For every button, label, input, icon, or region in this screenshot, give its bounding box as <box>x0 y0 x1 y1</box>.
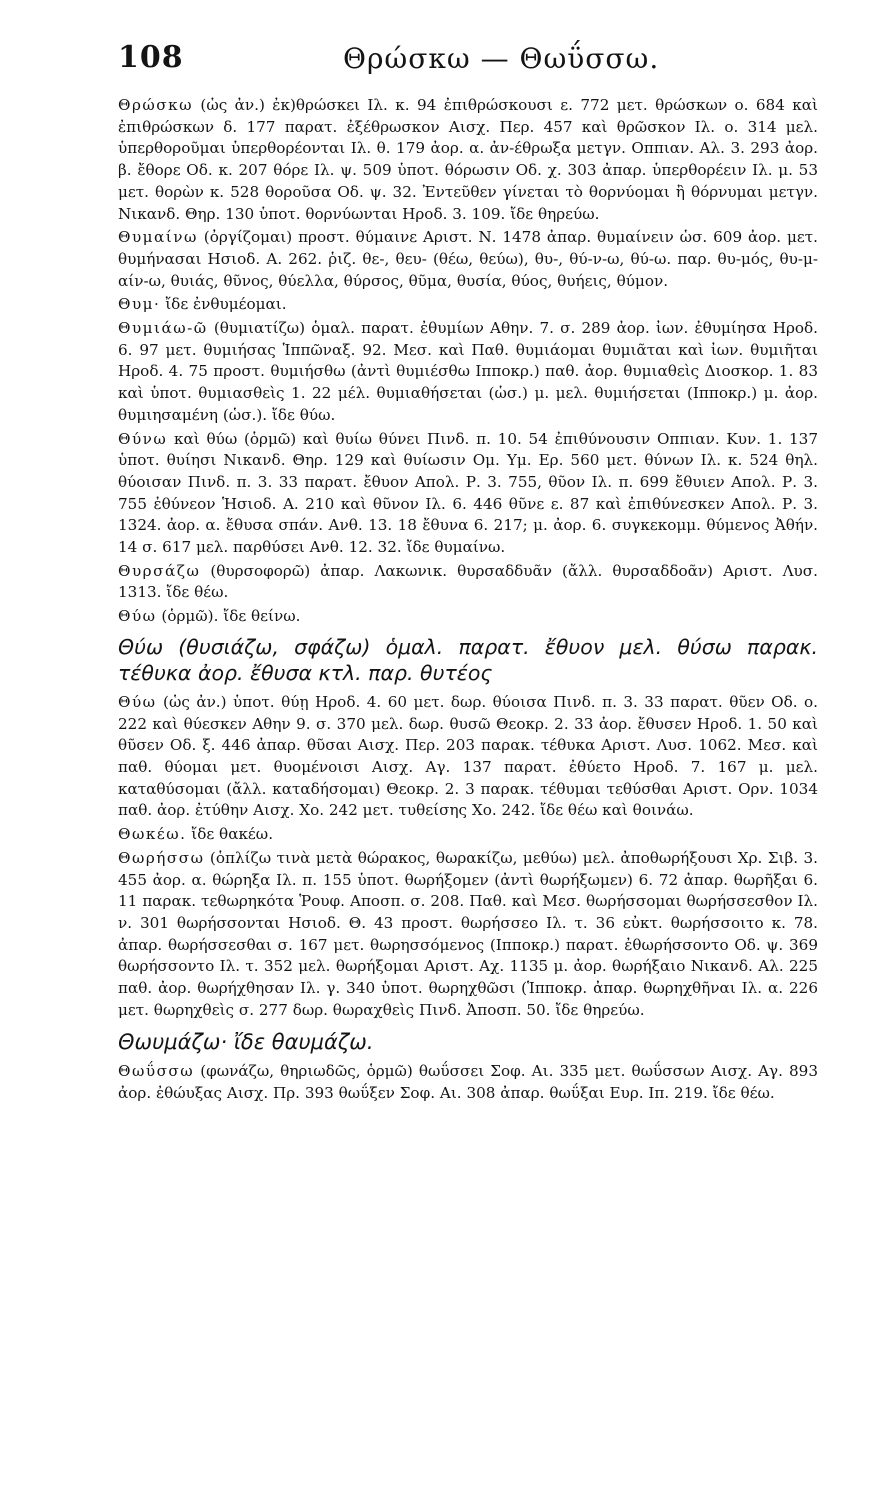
entry-headword: Θωΰσσω <box>118 1062 195 1081</box>
entry-headword: Θωρήσσω <box>118 848 205 867</box>
entry-headword: Θύνω <box>118 429 168 448</box>
entry-thyno <box>118 429 818 559</box>
page-number: 108 <box>118 40 184 75</box>
entry-text: (ὁπλίζω τινὰ μετὰ θώρακος, θωρακίζω, μεθύω) μελ. ἀποθωρήξουσι Χρ. Σιβ. 3. 455 ἀορ. α. θώρηξα Ιλ. π. 155 ὑποτ. θωρήξομεν (ἀντὶ θωρήξωμεν) 6. 72 ἀπαρ. θωρῆξαι 6. 11 παρακ. τεθωρηκότα Ῥουφ. Αποσπ. σ. 208. Παθ. καὶ Μεσ. θωρήσσομαι θωρήσσεσθον Ιλ. ν. 301 θωρήσσονται Ησιοδ. Θ. 43 προστ. θωρήσσεο Ιλ. τ. 36 εὐκτ. θωρήσσοιτο κ. 78. ἀπαρ. θωρήσσεσθαι σ. 167 μετ. θωρησσόμενος (Ιπποκρ.) παρατ. ἐθωρήσσοντο Οδ. ψ. 369 θωρήσσοντο Ιλ. τ. 352 μελ. θωρήξομαι Αριστ. Αχ. 1135 μ. ἀορ. θωρήξαιο Νικανδ. Αλ. 225 παθ. ἀορ. θωρήχθησαν Ιλ. γ. 340 ὑποτ. θωρηχθῶσι (Ἱπποκρ. ἀπαρ. θωρηχθῆναι Ιλ. α. 226 μετ. θωρηχθεὶς σ. 277 δωρ. θωραχθεὶς Πινδ. Ἀποσπ. 50. ἴδε θηρεύω. <box>118 848 818 1019</box>
entry-text: (θυμιατίζω) ὁμαλ. παρατ. ἐθυμίων Αθην. 7. σ. 289 ἀορ. ἰων. ἐθυμίησα Ηροδ. 6. 97 μετ. θυμιήσας Ἱππῶναξ. 92. Μεσ. καὶ Παθ. θυμιάομαι θυμιᾶται καὶ ἰων. θυμιῆται Ηροδ. 4. 75 προστ. θυμιήσθω (ἀντὶ θυμιέσθω Ιπποκρ.) παθ. ἀορ. θυμιαθεὶς Διοσκορ. 1. 83 καὶ ὑποτ. θυμιασθεὶς 1. 22 μέλ. θυμιαθήσεται (ὡσ.) μ. μελ. θυμιήσεται (Ιπποκρ.) μ. ἀορ. θυμιησαμένη (ὡσ.). ἴδε θύω. <box>118 319 818 424</box>
entry-thyrsazo <box>118 561 818 604</box>
entry-thyo-thysiazo <box>118 692 818 822</box>
entry-text: (ὡς ἀν.) ὑποτ. θύῃ Ηροδ. 4. 60 μετ. δωρ. θύοισα Πινδ. π. 3. 33 παρατ. θῦεν Οδ. ο. 222 καὶ θύεσκεν Αθην 9. σ. 370 μελ. δωρ. θυσῶ Θεοκρ. 2. 33 ἀορ. ἔθυσεν Ηροδ. 1. 50 καὶ θῦσεν Οδ. ξ. 446 ἀπαρ. θῦσαι Αισχ. Περ. 203 παρακ. τέθυκα Αριστ. Λυσ. 1062. Μεσ. καὶ παθ. θύομαι μετ. θυομένοισι Αισχ. Αγ. 137 παρατ. ἐθύετο Ηροδ. 7. 167 μ. μελ. καταθύσομαι (ἄλλ. καταδήσομαι) Θεοκρ. 2. 3 παρακ. τέθυμαι τεθύσθαι Αριστ. Ορν. 1034 παθ. ἀορ. ἐτύθην Αισχ. Χο. 242 μετ. τυθείσης Χο. 242. ἴδε θέω καὶ θοινάω. <box>118 692 818 820</box>
entry-thoresso <box>118 848 818 1022</box>
entry-text: ἴδε θακέω. <box>186 825 274 844</box>
entry-thymiao <box>118 318 818 427</box>
entry-headword: Θυρσάζω <box>118 561 201 580</box>
entry-headword: Θύω <box>118 607 157 626</box>
entry-thymaino <box>118 227 818 292</box>
entry-headword: Θυμαίνω <box>118 228 198 247</box>
running-head: Θρώσκω — Θωΰσσω. <box>343 42 660 75</box>
entry-headword: Θυμιάω-ῶ <box>118 319 208 338</box>
page-body <box>118 95 818 1107</box>
entry-headword: Θυμ· <box>118 295 161 314</box>
entry-thyo-annotation: Θύω (θυσιάζω, σφάζω) ὁμαλ. παρατ. ἔθυον μελ. θύσω παρακ. τέθυκα ἀορ. ἔθυσα κτλ. παρ. θυτέος <box>118 634 818 685</box>
entry-thokeo <box>118 824 818 846</box>
entry-text: ἴδε ἐνθυμέομαι. <box>160 295 287 314</box>
entry-text: (θυρσοφορῶ) ἀπαρ. Λακωνικ. θυρσαδδυᾶν (ἄλλ. θυρσαδδοᾶν) Αριστ. Λυσ. 1313. ἴδε θέω. <box>118 561 818 602</box>
entry-text: καὶ θύω (ὁρμῶ) καὶ θυίω θύνει Πινδ. π. 10. 54 ἐπιθύνουσιν Οππιαν. Κυν. 1. 137 ὑποτ. θυίησι Νικανδ. Θηρ. 129 καὶ θυίωσιν Ομ. Υμ. Ερ. 560 μετ. θύνων Ιλ. κ. 524 θηλ. θύοισαν Πινδ. π. 3. 33 παρατ. ἔθυον Απολ. Ρ. 3. 755, θῦον Ιλ. π. 699 ἔθυιεν Απολ. Ρ. 3. 755 ἐθύνεον Ἡσιοδ. Α. 210 καὶ θῦνον Ιλ. 6. 446 θῦνε ε. 87 καὶ ἐπιθύνεσκεν Απολ. Ρ. 3. 1324. ἀορ. α. ἔθυσα σπάν. Ανθ. 13. 18 ἔθυνα 6. 217; μ. ἀορ. 6. συγκεκομμ. θύμενος Ἀθήν. 14 σ. 617 μελ. παρθύσει Ανθ. 12. 32. ἴδε θυμαίνω. <box>118 429 818 557</box>
entry-thyo-hormo <box>118 606 818 628</box>
entry-thym <box>118 294 818 316</box>
entry-headword: Θύω <box>118 692 157 711</box>
entry-text: (ὀργίζομαι) προστ. θύμαινε Αριστ. Ν. 1478 ἀπαρ. θυμαίνειν ὡσ. 609 ἀορ. μετ. θυμήνασαι Ησιοδ. Α. 262. ῥιζ. θε-, θευ- (θέω, θεύω), θυ-, θύ-ν-ω, θύ-ω. παρ. θυ-μός, θυ-μ-αίν-ω, θυιάς, θῦνος, θύελλα, θύρσος, θῦμα, θυσία, θύος, θυήεις, θύμον. <box>118 228 818 290</box>
entry-thoumazo-annotation: Θωυμάζω· ἴδε θαυμάζω. <box>118 1030 374 1055</box>
entry-text: (ὁρμῶ). ἴδε θείνω. <box>156 607 301 626</box>
entry-thoysso <box>118 1061 818 1104</box>
page-header <box>118 36 818 86</box>
entry-text: (φωνάζω, θηριωδῶς, ὁρμῶ) θωΰσσει Σοφ. Αι. 335 μετ. θωΰσσων Αισχ. Αγ. 893 ἀορ. ἐθώυξας Αισχ. Πρ. 393 θωΰξεν Σοφ. Αι. 308 ἀπαρ. θωΰξαι Ευρ. Ιπ. 219. ἴδε θέω. <box>118 1062 818 1103</box>
entry-throsko <box>118 95 818 225</box>
entry-headword: Θρώσκω <box>118 96 194 114</box>
entry-headword: Θωκέω. <box>118 825 187 844</box>
entry-text: (ὡς ἀν.) ἐκ)θρώσκει Ιλ. κ. 94 ἐπιθρώσκουσι ε. 772 μετ. θρώσκων ο. 684 καὶ ἐπιθρώσκων δ. 177 παρατ. ἐξέθρωσκον Αισχ. Περ. 457 καὶ θρῶσκον Ιλ. ο. 314 μελ. ὑπερθοροῦμαι ὑπερθορέονται Ιλ. θ. 179 ἀορ. α. ἀν-έθρωξα μετγν. Οππιαν. Αλ. 3. 293 ἀορ. β. ἔθορε Οδ. κ. 207 θόρε Ιλ. ψ. 509 ὑποτ. θόρωσιν Οδ. χ. 303 ἀπαρ. ὑπερθορέειν Ιλ. μ. 53 μετ. θορὼν κ. 528 θοροῦσα Οδ. ψ. 32. Ἐντεῦθεν γίνεται τὸ θορνύομαι ἢ θόρνυμαι μετγν. Νικανδ. Θηρ. 130 ὑποτ. θορνύωνται Ηροδ. 3. 109. ἴδε θηρεύω. <box>118 96 818 223</box>
